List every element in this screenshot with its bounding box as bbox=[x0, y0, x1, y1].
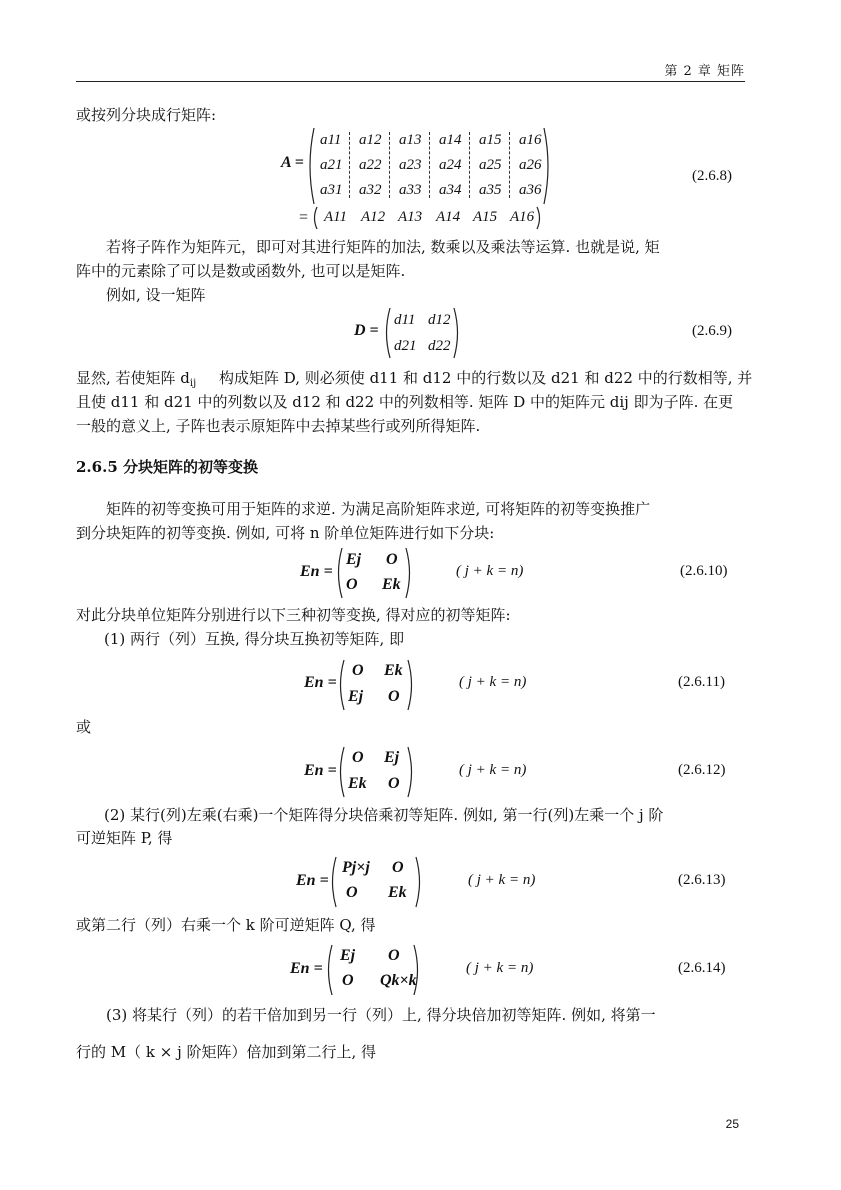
matrix-cell: Ek bbox=[348, 775, 367, 792]
equation-number: (2.6.10) bbox=[680, 563, 728, 579]
equation-condition: ( j + k = n) bbox=[459, 762, 527, 778]
eq-lhs-En: En = bbox=[290, 960, 323, 977]
matrix-cell: O bbox=[346, 576, 358, 593]
matrix-cell: a14 bbox=[439, 132, 462, 148]
matrix-cell: O bbox=[352, 749, 364, 766]
matrix-cell: Ek bbox=[384, 662, 403, 679]
running-header: 第 2 章 矩阵 bbox=[664, 64, 745, 79]
matrix-cell: a11 bbox=[320, 132, 342, 148]
matrix-cell: a31 bbox=[320, 182, 343, 198]
equation-number: (2.6.13) bbox=[678, 872, 726, 888]
matrix-cell: Qk×k bbox=[380, 972, 417, 989]
eq-lhs-En: En = bbox=[304, 674, 337, 691]
eq-lhs-En: En = bbox=[304, 762, 337, 779]
matrix-cell: d21 bbox=[394, 338, 417, 354]
matrix-cell: d11 bbox=[394, 312, 416, 328]
eq-equals: = bbox=[299, 209, 309, 226]
matrix-cell: a33 bbox=[399, 182, 422, 198]
matrix-cell: a22 bbox=[359, 157, 382, 173]
equation-number: (2.6.8) bbox=[692, 168, 732, 184]
paragraph-5-line-2: 到分块矩阵的初等变换. 例如, 可将 n 阶单位矩阵进行如下分块: bbox=[76, 524, 495, 542]
paragraph-4-line-2: 且使 d11 和 d21 中的列数以及 d12 和 d22 中的列数相等. 矩阵 D 中的矩阵元 dij 即为子阵. 在更 bbox=[76, 393, 734, 411]
paragraph-6: 对此分块单位矩阵分别进行以下三种初等变换, 得对应的初等矩阵: bbox=[76, 606, 511, 624]
section-heading: 2.6.5 分块矩阵的初等变换 bbox=[76, 458, 258, 476]
paragraph-4-line-1: 显然, 若使矩阵 $d_{ij}$ bbox=[76, 369, 197, 389]
matrix-cell: O bbox=[388, 947, 400, 964]
matrix-cell: O bbox=[352, 662, 364, 679]
block-cell: A12 bbox=[361, 209, 386, 225]
matrix-cell: a15 bbox=[479, 132, 502, 148]
matrix-cell: a26 bbox=[519, 157, 542, 173]
block-cell: A11 bbox=[324, 209, 348, 225]
paragraph-or-1: 或 bbox=[76, 718, 92, 736]
matrix-cell: Pj×j bbox=[342, 859, 370, 876]
matrix-cell: Ej bbox=[384, 749, 400, 766]
equation-number: (2.6.11) bbox=[678, 674, 725, 690]
matrix-cell: a36 bbox=[519, 182, 542, 198]
paragraph-11-line-2: 行的 M（ k × j 阶矩阵）倍加到第二行上, 得 bbox=[76, 1043, 377, 1061]
paragraph-7: (1) 两行（列）互换, 得分块互换初等矩阵, 即 bbox=[104, 630, 405, 648]
paragraph-5-line-1: 矩阵的初等变换可用于矩阵的求逆. 为满足高阶矩阵求逆, 可将矩阵的初等变换推广 bbox=[106, 500, 651, 518]
block-cell: A15 bbox=[473, 209, 498, 225]
matrix-cell: O bbox=[392, 859, 404, 876]
eq-lhs-En: En = bbox=[296, 872, 329, 889]
paragraph-11-line-1: (3) 将某行（列）的若干倍加到另一行（列）上, 得分块倍加初等矩阵. 例如, 将第一 bbox=[106, 1006, 656, 1024]
equation-number: (2.6.12) bbox=[678, 762, 726, 778]
matrix-cell: Ej bbox=[340, 947, 356, 964]
matrix-cell: a16 bbox=[519, 132, 542, 148]
matrix-cell: a35 bbox=[479, 182, 502, 198]
matrix-cell: a23 bbox=[399, 157, 422, 173]
header-rule bbox=[76, 81, 745, 82]
matrix-cell: a25 bbox=[479, 157, 502, 173]
matrix-cell: Ek bbox=[388, 884, 407, 901]
matrix-cell: Ek bbox=[382, 576, 401, 593]
block-cell: A13 bbox=[398, 209, 423, 225]
equation-condition: ( j + k = n) bbox=[468, 872, 536, 888]
matrix-cell: a32 bbox=[359, 182, 382, 198]
equation-condition: ( j + k = n) bbox=[456, 563, 524, 579]
matrix-cell: a21 bbox=[320, 157, 343, 173]
eq-lhs-D: D = bbox=[354, 322, 379, 339]
matrix-cell: O bbox=[346, 884, 358, 901]
paragraph-4-line-1-rest: 构成矩阵 D, 则必须使 d11 和 d12 中的行数以及 d21 和 d22 中的行数相等, 并 bbox=[219, 369, 753, 387]
matrix-cell: a24 bbox=[439, 157, 462, 173]
block-cell: A14 bbox=[436, 209, 461, 225]
matrix-cell: Ej bbox=[348, 688, 364, 705]
eq-lhs-A: A = bbox=[281, 154, 304, 171]
equation-number: (2.6.14) bbox=[678, 960, 726, 976]
paragraph-2-line-1: 若将子阵作为矩阵元，即可对其进行矩阵的加法, 数乘以及乘法等运算. 也就是说, 矩 bbox=[106, 238, 660, 256]
page-number: 25 bbox=[725, 1117, 739, 1131]
paragraph-intro: 或按列分块成行矩阵: bbox=[76, 106, 217, 124]
eq-lhs-En: En = bbox=[300, 563, 333, 580]
matrix-cell: O bbox=[342, 972, 354, 989]
matrix-cell: O bbox=[388, 775, 400, 792]
equation-condition: ( j + k = n) bbox=[466, 960, 534, 976]
equation-condition: ( j + k = n) bbox=[459, 674, 527, 690]
matrix-cell: d22 bbox=[428, 338, 451, 354]
equation-number: (2.6.9) bbox=[692, 323, 732, 339]
paragraph-4-line-3: 一般的意义上, 子阵也表示原矩阵中去掉某些行或列所得矩阵. bbox=[76, 417, 481, 435]
matrix-cell: a12 bbox=[359, 132, 382, 148]
matrix-cell: O bbox=[388, 688, 400, 705]
matrix-cell: d12 bbox=[428, 312, 451, 328]
block-cell: A16 bbox=[510, 209, 535, 225]
matrix-cell: O bbox=[386, 551, 398, 568]
matrix-cell: a34 bbox=[439, 182, 462, 198]
paragraph-9-line-2: 可逆矩阵 P, 得 bbox=[76, 829, 173, 847]
paragraph-10: 或第二行（列）右乘一个 k 阶可逆矩阵 Q, 得 bbox=[76, 916, 376, 934]
matrix-cell: a13 bbox=[399, 132, 422, 148]
paragraph-2-line-2: 阵中的元素除了可以是数或函数外, 也可以是矩阵. bbox=[76, 262, 406, 280]
paragraph-9-line-1: (2) 某行(列)左乘(右乘)一个矩阵得分块倍乘初等矩阵. 例如, 第一行(列)左乘一个 j 阶 bbox=[104, 806, 664, 824]
paragraph-3: 例如, 设一矩阵 bbox=[106, 286, 206, 304]
matrix-cell: Ej bbox=[346, 551, 362, 568]
